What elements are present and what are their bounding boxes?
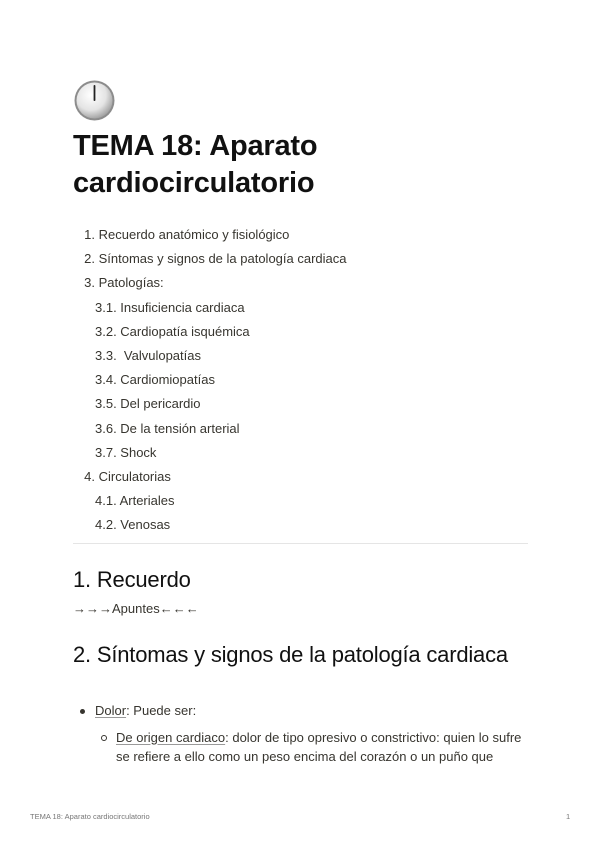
toc-label: 3.7. Shock (95, 444, 157, 460)
toc-subitem[interactable] (73, 489, 528, 513)
toc-subitem[interactable] (73, 296, 528, 320)
list-item (73, 728, 528, 767)
toc-label: 3.5. Del pericardio (95, 396, 201, 412)
origen-cardiaco-text: : dolor de tipo opresivo o constrictivo: quien lo sufre se refiere a ello como un peso encima del corazón o un puño que (116, 729, 522, 764)
toc-subitem[interactable] (73, 392, 528, 416)
toc-item[interactable] (73, 247, 528, 271)
toc-item[interactable] (73, 223, 528, 247)
toc-subitem[interactable] (73, 441, 528, 465)
toc-number: 3. (84, 275, 95, 291)
toc-label: 3.6. De la tensión arterial (95, 420, 240, 436)
toc-item[interactable] (73, 271, 528, 295)
toc-subitem[interactable] (73, 344, 528, 368)
toc-label: Síntomas y signos de la patología cardiaca (98, 251, 347, 267)
toc-label: 3.3. Valvulopatías (95, 348, 201, 364)
toc-label: Circulatorias (98, 469, 171, 485)
toc-label: Patologías: (98, 275, 164, 291)
table-of-contents (73, 223, 528, 538)
bullet-dot-icon (80, 709, 85, 714)
toc-subitem[interactable] (73, 417, 528, 441)
bullet-circle-icon (101, 735, 107, 741)
toc-subitem[interactable] (73, 368, 528, 392)
list-item (73, 701, 528, 721)
toc-number: 1. (84, 227, 95, 242)
section-divider (73, 543, 528, 544)
toc-subitem[interactable] (73, 320, 528, 344)
apuntes-link[interactable]: →→→Apuntes←←← (73, 601, 199, 616)
toc-item[interactable] (73, 465, 528, 489)
dolor-text: : Puede ser: (126, 703, 197, 718)
toc-label: Recuerdo anatómico y fisiológico (98, 227, 290, 242)
toc-label: 4.2. Venosas (95, 517, 171, 533)
toc-number: 4. (84, 469, 95, 485)
section-heading-sintomas: 2. Síntomas y signos de la patología cardiaca (73, 642, 508, 667)
symptoms-list (73, 701, 528, 767)
page-title: TEMA 18: Aparato cardiocirculatorio (73, 130, 318, 199)
clock-icon (73, 79, 116, 122)
toc-subitem[interactable] (73, 513, 528, 537)
toc-label: 3.1. Insuficiencia cardiaca (95, 299, 245, 315)
dolor-label: Dolor (95, 703, 127, 718)
section-heading-recuerdo: 1. Recuerdo (73, 567, 191, 592)
footer-title: TEMA 18: Aparato cardiocirculatorio (30, 812, 150, 821)
toc-label: 4.1. Arteriales (95, 493, 175, 509)
page-number: 1 (566, 812, 571, 821)
toc-label: 3.4. Cardiomiopatías (95, 372, 215, 388)
toc-label: 3.2. Cardiopatía isquémica (95, 323, 250, 339)
origen-cardiaco-label: De origen cardiaco (116, 729, 226, 745)
toc-number: 2. (84, 251, 95, 267)
